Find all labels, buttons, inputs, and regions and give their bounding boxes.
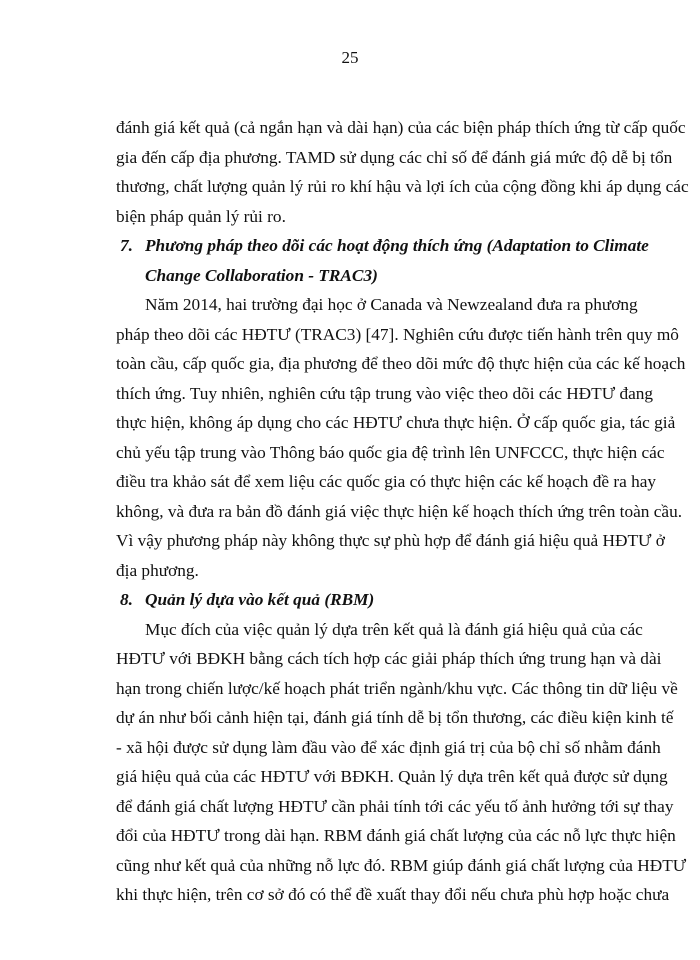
page-number: 25: [341, 48, 359, 67]
text-line: dự án như bối cảnh hiện tại, đánh giá tính dễ bị tổn thương, các điều kiện kinh tế: [116, 708, 674, 727]
text-line: cũng như kết quả của những nỗ lực đó. RBM giúp đánh giá chất lượng của HĐTƯ: [116, 855, 687, 875]
text-line: địa phương.: [116, 560, 199, 580]
text-line: pháp theo dõi các HĐTƯ (TRAC3) [47]. Nghiên cứu được tiến hành trên quy mô: [116, 324, 679, 344]
text-line: thương, chất lượng quản lý rủi ro khí hậu và lợi ích của cộng đồng khi áp dụng các: [116, 177, 689, 196]
text-line: - xã hội được sử dụng làm đầu vào để xác định giá trị của bộ chỉ số nhằm đánh: [116, 737, 661, 757]
section-7-paragraph: [116, 290, 686, 585]
intro-paragraph: [116, 113, 689, 231]
text-line: thích ứng. Tuy nhiên, nghiên cứu tập trung vào việc theo dõi các HĐTƯ đang: [116, 383, 654, 403]
text-line: khi thực hiện, trên cơ sở đó có thể đề xuất thay đổi nếu chưa phù hợp hoặc chưa: [116, 885, 670, 904]
text-line: hạn trong chiến lược/kế hoạch phát triển ngành/khu vực. Các thông tin dữ liệu về: [116, 678, 678, 698]
text-line: không, và đưa ra bản đồ đánh giá việc thực hiện kế hoạch thích ứng trên toàn cầu.: [116, 501, 683, 521]
section-heading-8: [116, 585, 634, 615]
heading-line: Change Collaboration - TRAC3): [145, 265, 378, 285]
text-line: đổi của HĐTƯ trong dài hạn. RBM đánh giá chất lượng của các nỗ lực thực hiện: [116, 826, 676, 845]
text-line: biện pháp quản lý rủi ro.: [116, 206, 286, 226]
text-line: điều tra khảo sát để xem liệu các quốc gia có thực hiện các kế hoạch đề ra hay: [116, 472, 657, 491]
heading-number: 8.: [120, 590, 133, 609]
text-line: HĐTƯ với BĐKH bằng cách tích hợp các giải pháp thích ứng trung hạn và dài: [116, 649, 662, 668]
heading-number: 7.: [120, 236, 133, 255]
text-line: chủ yếu tập trung vào Thông báo quốc gia đệ trình lên UNFCCC, thực hiện các: [116, 442, 665, 462]
text-line: đánh giá kết quả (cả ngắn hạn và dài hạn) của các biện pháp thích ứng từ cấp quốc: [116, 118, 686, 137]
heading-line: Phương pháp theo dõi các hoạt động thích ứng (Adaptation to Climate: [145, 236, 649, 255]
text-line: giá hiệu quả của các HĐTƯ với BĐKH. Quản lý dựa trên kết quả được sử dụng: [116, 767, 668, 786]
text-line: để đánh giá chất lượng HĐTƯ cần phải tính tới các yếu tố ảnh hưởng tới sự thay: [116, 796, 674, 816]
text-line: Năm 2014, hai trường đại học ở Canada và Newzealand đưa ra phương: [145, 295, 638, 314]
section-8-paragraph: [116, 615, 687, 910]
text-line: Vì vậy phương pháp này không thực sự phù hợp để đánh giá hiệu quả HĐTƯ ở: [116, 531, 665, 550]
section-heading-7: [116, 231, 649, 290]
text-line: gia đến cấp địa phương. TAMD sử dụng các chỉ số để đánh giá mức độ dễ bị tổn: [116, 147, 673, 167]
text-line: toàn cầu, cấp quốc gia, địa phương để theo dõi mức độ thực hiện của các kế hoạch: [116, 354, 686, 373]
text-line: thực hiện, không áp dụng cho các HĐTƯ chưa thực hiện. Ở cấp quốc gia, tác giả: [116, 413, 676, 432]
text-line: Mục đích của việc quản lý dựa trên kết quả là đánh giá hiệu quả của các: [145, 619, 643, 639]
heading-line: Quản lý dựa vào kết quả (RBM): [145, 590, 375, 609]
document-body: [116, 113, 689, 910]
